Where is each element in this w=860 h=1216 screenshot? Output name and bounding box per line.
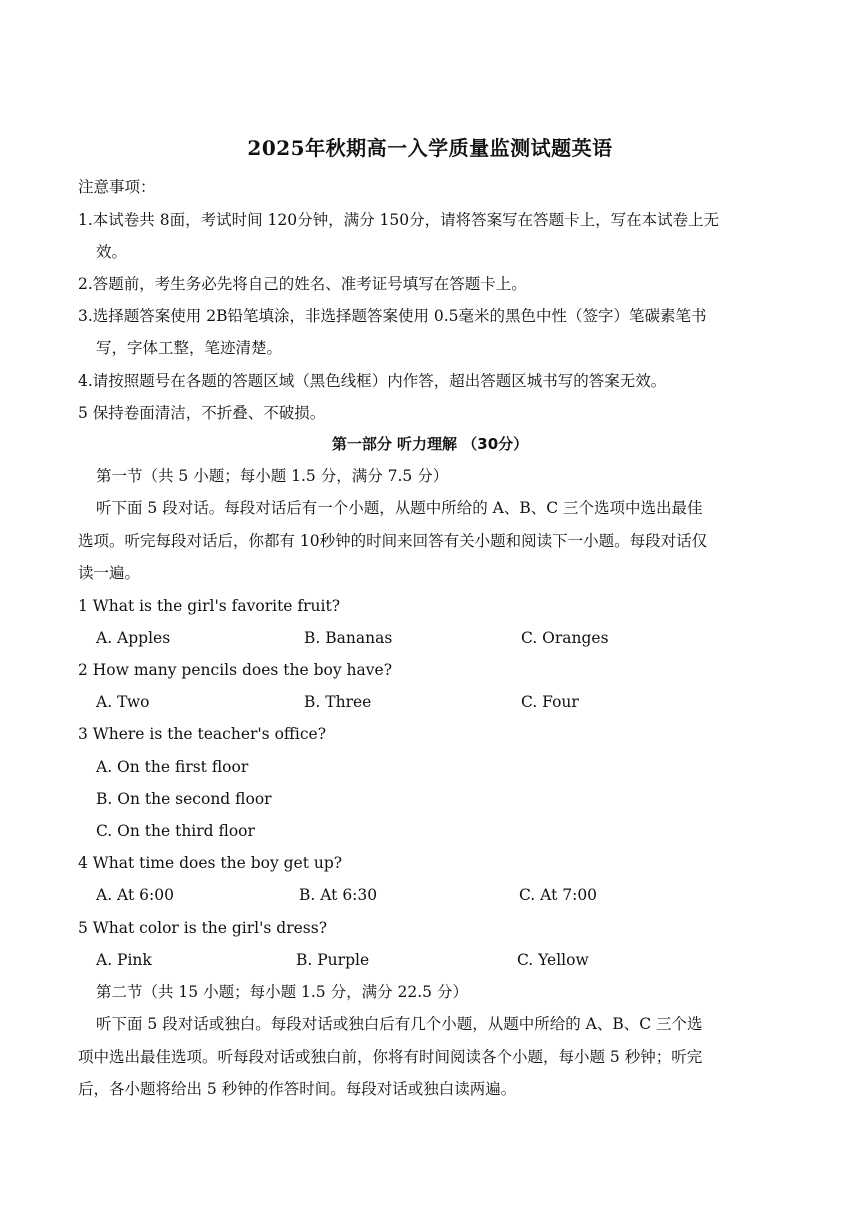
section1-intro: 听下面 5 段对话。每段对话后有一个小题，从题中所给的 A、B、C 三个选项中选出最佳: [96, 499, 703, 517]
option-c: C. On the third floor: [96, 822, 255, 840]
section2-intro: 项中选出最佳选项。听每段对话或独白前，你将有时间阅读各个小题，每小题 5 秒钟；听完: [78, 1048, 703, 1066]
notice-item: 2.答题前，考生务必先将自己的姓名、准考证号填写在答题卡上。: [78, 275, 527, 293]
option-c: C. At 7:00: [519, 886, 598, 904]
option-b: B. Purple: [296, 951, 370, 969]
page-title: 2025年秋期高一入学质量监测试题英语: [247, 136, 613, 160]
question-text: 2 How many pencils does the boy have?: [78, 661, 393, 679]
question-text: 4 What time does the boy get up?: [78, 854, 343, 872]
part1-heading: 第一部分 听力理解 （30分）: [331, 435, 529, 453]
question-text: 3 Where is the teacher's office?: [78, 725, 327, 743]
option-a: A. At 6:00: [96, 886, 174, 904]
notice-item: 效。: [96, 243, 128, 261]
question-text: 1 What is the girl's favorite fruit?: [78, 597, 341, 615]
notice-item: 写，字体工整，笔迹清楚。: [96, 339, 283, 357]
notice-item: 4.请按照题号在各题的答题区域（黑色线框）内作答，超出答题区城书写的答案无效。: [78, 372, 667, 390]
option-b: B. On the second floor: [96, 790, 272, 808]
notice-heading: 注意事项：: [78, 178, 156, 196]
option-b: B. Three: [304, 693, 372, 711]
section2-heading: 第二节（共 15 小题；每小题 1.5 分，满分 22.5 分）: [96, 983, 468, 1001]
option-b: B. Bananas: [304, 629, 393, 647]
section1-heading: 第一节（共 5 小题；每小题 1.5 分，满分 7.5 分）: [96, 467, 449, 485]
option-c: C. Oranges: [521, 629, 609, 647]
option-b: B. At 6:30: [299, 886, 378, 904]
option-c: C. Yellow: [517, 951, 589, 969]
option-c: C. Four: [521, 693, 579, 711]
section1-intro: 选项。听完每段对话后，你都有 10秒钟的时间来回答有关小题和阅读下一小题。每段对话仅: [78, 532, 708, 550]
notice-item: 3.选择题答案使用 2B铅笔填涂，非选择题答案使用 0.5毫米的黑色中性（签字）笔碳素笔书: [78, 307, 707, 325]
notice-item: 1.本试卷共 8面，考试时间 120分钟，满分 150分，请将答案写在答题卡上，写在本试卷上无: [78, 211, 720, 229]
option-a: A. On the first floor: [96, 758, 249, 776]
section2-intro: 后，各小题将给出 5 秒钟的作答时间。每段对话或独白读两遍。: [78, 1080, 517, 1098]
question-text: 5 What color is the girl's dress?: [78, 919, 327, 937]
notice-item: 5 保持卷面清洁，不折叠、不破损。: [78, 404, 326, 422]
option-a: A. Two: [96, 693, 150, 711]
section1-intro: 读一遍。: [78, 564, 141, 582]
section2-intro: 听下面 5 段对话或独白。每段对话或独白后有几个小题，从题中所给的 A、B、C 三个选: [96, 1015, 703, 1033]
option-a: A. Pink: [96, 951, 152, 969]
option-a: A. Apples: [96, 629, 171, 647]
